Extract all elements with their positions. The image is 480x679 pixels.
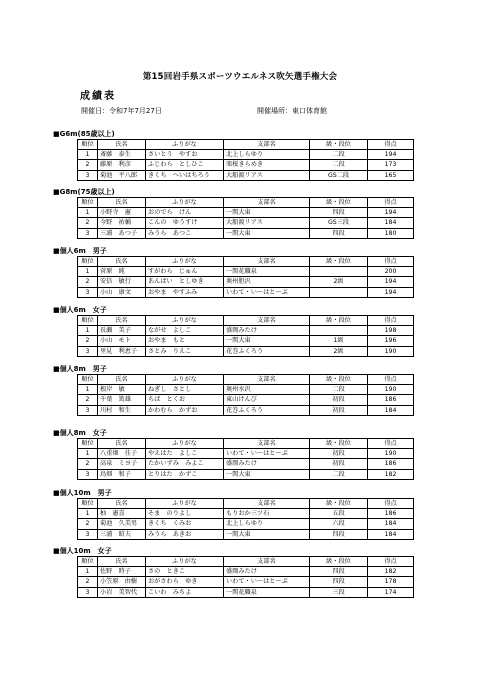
- name-cell: 三浦 あつ子: [98, 228, 146, 238]
- branch-cell: 一関大東: [224, 208, 310, 218]
- results-table: [77, 197, 414, 239]
- score-cell: 186: [368, 395, 414, 405]
- furigana-cell: こんの ゆうすけ: [146, 218, 224, 228]
- score-cell: 180: [368, 228, 414, 238]
- name-cell: 杣 憲喜: [98, 509, 146, 519]
- grade-cell: 初段: [310, 405, 368, 415]
- name-cell: 藤原 利彦: [98, 160, 146, 170]
- name-cell: 小野寺 憲: [98, 208, 146, 218]
- grade-cell: 四段: [310, 577, 368, 587]
- column-header: ふりがな: [146, 499, 224, 509]
- furigana-cell: きくち くみお: [146, 519, 224, 529]
- furigana-cell: ふじわら としひこ: [146, 160, 224, 170]
- branch-cell: 盛岡みたけ: [224, 326, 310, 336]
- column-header: 順位: [78, 257, 98, 267]
- score-cell: 194: [368, 277, 414, 287]
- rank-cell: 2: [78, 577, 98, 587]
- rank-cell: 3: [78, 529, 98, 539]
- score-cell: 198: [368, 326, 414, 336]
- grade-cell: 二段: [310, 385, 368, 395]
- column-header: 氏名: [98, 557, 146, 567]
- furigana-cell: かわむら かずお: [146, 405, 224, 415]
- table-header-row: [78, 140, 414, 150]
- column-header: 級・段位: [310, 557, 368, 567]
- score-cell: 178: [368, 577, 414, 587]
- section-title: ■G6m(85歳以上): [53, 130, 115, 138]
- page-title: 第15回岩手県スポーツウエルネス吹矢選手権大会: [142, 72, 338, 82]
- column-header: 氏名: [98, 257, 146, 267]
- branch-cell: 盛岡みたけ: [224, 567, 310, 577]
- name-cell: 小笠原 由樹: [98, 577, 146, 587]
- furigana-cell: そま のりよし: [146, 509, 224, 519]
- column-header: 順位: [78, 557, 98, 567]
- name-cell: 三浦 昭夫: [98, 529, 146, 539]
- rank-cell: 3: [78, 405, 98, 415]
- column-header: 支部名: [224, 140, 310, 150]
- rank-cell: 3: [78, 170, 98, 180]
- furigana-cell: ちば とくお: [146, 395, 224, 405]
- grade-cell: [310, 267, 368, 277]
- table-row: [78, 529, 414, 539]
- furigana-cell: おやま やすふみ: [146, 287, 224, 297]
- rank-cell: 1: [78, 326, 98, 336]
- table-row: [78, 449, 414, 459]
- table-header-row: [78, 316, 414, 326]
- name-cell: 小岩 美智代: [98, 587, 146, 597]
- name-cell: 千葉 篤雄: [98, 395, 146, 405]
- rank-cell: 3: [78, 287, 98, 297]
- rank-cell: 2: [78, 218, 98, 228]
- name-cell: 長瀬 美子: [98, 326, 146, 336]
- furigana-cell: みうら あきお: [146, 529, 224, 539]
- furigana-cell: こいわ みちよ: [146, 587, 224, 597]
- score-cell: 184: [368, 405, 414, 415]
- furigana-cell: とりはた かずこ: [146, 469, 224, 479]
- score-cell: 173: [368, 160, 414, 170]
- results-section: [53, 428, 413, 480]
- name-cell: 菊池 平八郎: [98, 170, 146, 180]
- furigana-cell: ねぎし さとし: [146, 385, 224, 395]
- furigana-cell: きくち へいはちろう: [146, 170, 224, 180]
- name-cell: 小山 康文: [98, 287, 146, 297]
- rank-cell: 2: [78, 277, 98, 287]
- results-section: [53, 305, 413, 357]
- rank-cell: 2: [78, 459, 98, 469]
- column-header: 順位: [78, 140, 98, 150]
- branch-cell: もりおか三ツ石: [224, 509, 310, 519]
- score-cell: 194: [368, 150, 414, 160]
- name-cell: 鳥畑 和子: [98, 469, 146, 479]
- branch-cell: いわて・い～はと～ぶ: [224, 577, 310, 587]
- table-header-row: [78, 499, 414, 509]
- table-row: [78, 395, 414, 405]
- column-header: 支部名: [224, 316, 310, 326]
- grade-cell: 二段: [310, 469, 368, 479]
- rank-cell: 1: [78, 449, 98, 459]
- results-section: [53, 187, 413, 239]
- table-row: [78, 326, 414, 336]
- section-title: ■個人6m 女子: [53, 306, 107, 314]
- furigana-cell: おのでら けん: [146, 208, 224, 218]
- results-section: [53, 546, 413, 598]
- grade-cell: 2級: [310, 346, 368, 356]
- branch-cell: 北上しらゆり: [224, 519, 310, 529]
- event-date: 開催日：令和7年7月27日: [81, 107, 162, 115]
- rank-cell: 2: [78, 336, 98, 346]
- page-subtitle: 成績表: [80, 91, 116, 102]
- grade-cell: 四段: [310, 529, 368, 539]
- results-table: [77, 315, 414, 357]
- rank-cell: 3: [78, 346, 98, 356]
- column-header: 氏名: [98, 439, 146, 449]
- grade-cell: [310, 326, 368, 336]
- grade-cell: 六段: [310, 519, 368, 529]
- branch-cell: 一関大東: [224, 529, 310, 539]
- score-cell: 186: [368, 459, 414, 469]
- grade-cell: 2級: [310, 277, 368, 287]
- name-cell: 里見 利恵子: [98, 346, 146, 356]
- table-row: [78, 405, 414, 415]
- column-header: 得点: [368, 375, 414, 385]
- branch-cell: 一関花職泉: [224, 267, 310, 277]
- rank-cell: 1: [78, 267, 98, 277]
- furigana-cell: ながせ よしこ: [146, 326, 224, 336]
- results-table: [77, 498, 414, 540]
- column-header: 級・段位: [310, 198, 368, 208]
- column-header: 得点: [368, 316, 414, 326]
- event-venue: 開催場所：東口体育館: [257, 107, 327, 115]
- table-row: [78, 228, 414, 238]
- grade-cell: GS二段: [310, 170, 368, 180]
- table-row: [78, 577, 414, 587]
- furigana-cell: すがわら じゅん: [146, 267, 224, 277]
- score-cell: 194: [368, 287, 414, 297]
- column-header: 級・段位: [310, 439, 368, 449]
- name-cell: 川村 和生: [98, 405, 146, 415]
- rank-cell: 3: [78, 228, 98, 238]
- table-row: [78, 469, 414, 479]
- results-section: [53, 246, 413, 298]
- results-section: [53, 488, 413, 540]
- table-row: [78, 336, 414, 346]
- furigana-cell: さいとう やすお: [146, 150, 224, 160]
- results-table: [77, 556, 414, 598]
- score-cell: 184: [368, 218, 414, 228]
- furigana-cell: おがさわら ゆき: [146, 577, 224, 587]
- branch-cell: 花巻ふくろう: [224, 405, 310, 415]
- results-section: [53, 364, 413, 416]
- column-header: 級・段位: [310, 499, 368, 509]
- results-section: [53, 129, 413, 181]
- column-header: 氏名: [98, 316, 146, 326]
- rank-cell: 2: [78, 160, 98, 170]
- grade-cell: [310, 287, 368, 297]
- grade-cell: 三段: [310, 587, 368, 597]
- grade-cell: 二段: [310, 150, 368, 160]
- score-cell: 190: [368, 449, 414, 459]
- table-header-row: [78, 439, 414, 449]
- table-row: [78, 567, 414, 577]
- score-cell: 165: [368, 170, 414, 180]
- name-cell: 小山 モト: [98, 336, 146, 346]
- branch-cell: 花巻ふくろう: [224, 346, 310, 356]
- column-header: 得点: [368, 499, 414, 509]
- column-header: 得点: [368, 198, 414, 208]
- branch-cell: いわて・い～はと～ぶ: [224, 449, 310, 459]
- rank-cell: 1: [78, 150, 98, 160]
- column-header: 支部名: [224, 439, 310, 449]
- table-header-row: [78, 257, 414, 267]
- column-header: 得点: [368, 439, 414, 449]
- column-header: ふりがな: [146, 198, 224, 208]
- grade-cell: 1級: [310, 336, 368, 346]
- column-header: 支部名: [224, 257, 310, 267]
- column-header: 氏名: [98, 140, 146, 150]
- rank-cell: 3: [78, 469, 98, 479]
- furigana-cell: さの ときこ: [146, 567, 224, 577]
- grade-cell: 四段: [310, 208, 368, 218]
- name-cell: 菊池 久美男: [98, 519, 146, 529]
- section-title: ■個人8m 女子: [53, 429, 107, 437]
- column-header: 順位: [78, 316, 98, 326]
- score-cell: 194: [368, 208, 414, 218]
- furigana-cell: さとみ りえこ: [146, 346, 224, 356]
- name-cell: 根岸 敏: [98, 385, 146, 395]
- name-cell: 佐野 時子: [98, 567, 146, 577]
- column-header: 氏名: [98, 198, 146, 208]
- name-cell: 菅原 純: [98, 267, 146, 277]
- name-cell: 今野 祐輔: [98, 218, 146, 228]
- score-cell: 200: [368, 267, 414, 277]
- column-header: 級・段位: [310, 140, 368, 150]
- results-table: [77, 256, 414, 298]
- rank-cell: 2: [78, 395, 98, 405]
- score-cell: 196: [368, 336, 414, 346]
- column-header: ふりがな: [146, 316, 224, 326]
- column-header: 支部名: [224, 499, 310, 509]
- branch-cell: 大船渡リアス: [224, 218, 310, 228]
- rank-cell: 2: [78, 519, 98, 529]
- rank-cell: 3: [78, 587, 98, 597]
- name-cell: 八重畑 佳子: [98, 449, 146, 459]
- column-header: 級・段位: [310, 257, 368, 267]
- column-header: 氏名: [98, 375, 146, 385]
- branch-cell: 一関大東: [224, 469, 310, 479]
- score-cell: 186: [368, 509, 414, 519]
- name-cell: 安倍 敏行: [98, 277, 146, 287]
- section-title: ■G8m(75歳以上): [53, 188, 115, 196]
- score-cell: 190: [368, 346, 414, 356]
- grade-cell: 四段: [310, 228, 368, 238]
- section-title: ■個人6m 男子: [53, 247, 107, 255]
- furigana-cell: みうら あつこ: [146, 228, 224, 238]
- column-header: 級・段位: [310, 375, 368, 385]
- table-row: [78, 287, 414, 297]
- rank-cell: 1: [78, 567, 98, 577]
- rank-cell: 1: [78, 385, 98, 395]
- table-row: [78, 346, 414, 356]
- grade-cell: 初段: [310, 395, 368, 405]
- branch-cell: 一関大東: [224, 336, 310, 346]
- table-header-row: [78, 557, 414, 567]
- name-cell: 斎藤 泰生: [98, 150, 146, 160]
- table-row: [78, 208, 414, 218]
- section-title: ■個人10m 男子: [53, 489, 112, 497]
- branch-cell: 一関大東: [224, 228, 310, 238]
- branch-cell: 一関花職泉: [224, 587, 310, 597]
- furigana-cell: たかいずみ みよこ: [146, 459, 224, 469]
- results-table: [77, 438, 414, 480]
- name-cell: 高泉 ミヨ子: [98, 459, 146, 469]
- table-row: [78, 385, 414, 395]
- branch-cell: 大船渡リアス: [224, 170, 310, 180]
- column-header: 順位: [78, 198, 98, 208]
- grade-cell: 二段: [310, 160, 368, 170]
- column-header: ふりがな: [146, 140, 224, 150]
- score-cell: 182: [368, 469, 414, 479]
- column-header: 得点: [368, 257, 414, 267]
- rank-cell: 1: [78, 509, 98, 519]
- branch-cell: 奥州胆沢: [224, 277, 310, 287]
- table-header-row: [78, 198, 414, 208]
- table-row: [78, 509, 414, 519]
- branch-cell: 楽桜きらめき: [224, 160, 310, 170]
- column-header: 支部名: [224, 375, 310, 385]
- column-header: 氏名: [98, 499, 146, 509]
- column-header: ふりがな: [146, 557, 224, 567]
- rank-cell: 1: [78, 208, 98, 218]
- table-row: [78, 218, 414, 228]
- grade-cell: GS三段: [310, 218, 368, 228]
- column-header: 得点: [368, 140, 414, 150]
- results-table: [77, 139, 414, 181]
- column-header: ふりがな: [146, 439, 224, 449]
- score-cell: 174: [368, 587, 414, 597]
- grade-cell: 四段: [310, 567, 368, 577]
- column-header: 支部名: [224, 557, 310, 567]
- table-row: [78, 160, 414, 170]
- column-header: ふりがな: [146, 257, 224, 267]
- score-cell: 184: [368, 529, 414, 539]
- branch-cell: いわて・い～はと～ぶ: [224, 287, 310, 297]
- furigana-cell: おやま もと: [146, 336, 224, 346]
- grade-cell: 五段: [310, 509, 368, 519]
- column-header: 支部名: [224, 198, 310, 208]
- section-title: ■個人8m 男子: [53, 365, 107, 373]
- branch-cell: 奥州水沢: [224, 385, 310, 395]
- furigana-cell: やえはた よしこ: [146, 449, 224, 459]
- column-header: 得点: [368, 557, 414, 567]
- table-row: [78, 170, 414, 180]
- column-header: ふりがな: [146, 375, 224, 385]
- column-header: 順位: [78, 439, 98, 449]
- score-cell: 182: [368, 567, 414, 577]
- branch-cell: 盛岡みたけ: [224, 459, 310, 469]
- table-row: [78, 277, 414, 287]
- table-row: [78, 519, 414, 529]
- table-row: [78, 150, 414, 160]
- section-title: ■個人10m 女子: [53, 547, 112, 555]
- table-header-row: [78, 375, 414, 385]
- branch-cell: 北上しらゆり: [224, 150, 310, 160]
- score-cell: 190: [368, 385, 414, 395]
- furigana-cell: あんばい としゆき: [146, 277, 224, 287]
- table-row: [78, 587, 414, 597]
- grade-cell: 初段: [310, 449, 368, 459]
- column-header: 順位: [78, 375, 98, 385]
- table-row: [78, 459, 414, 469]
- table-row: [78, 267, 414, 277]
- branch-cell: 東山けんび: [224, 395, 310, 405]
- score-cell: 184: [368, 519, 414, 529]
- column-header: 級・段位: [310, 316, 368, 326]
- column-header: 順位: [78, 499, 98, 509]
- grade-cell: 初段: [310, 459, 368, 469]
- results-table: [77, 374, 414, 416]
